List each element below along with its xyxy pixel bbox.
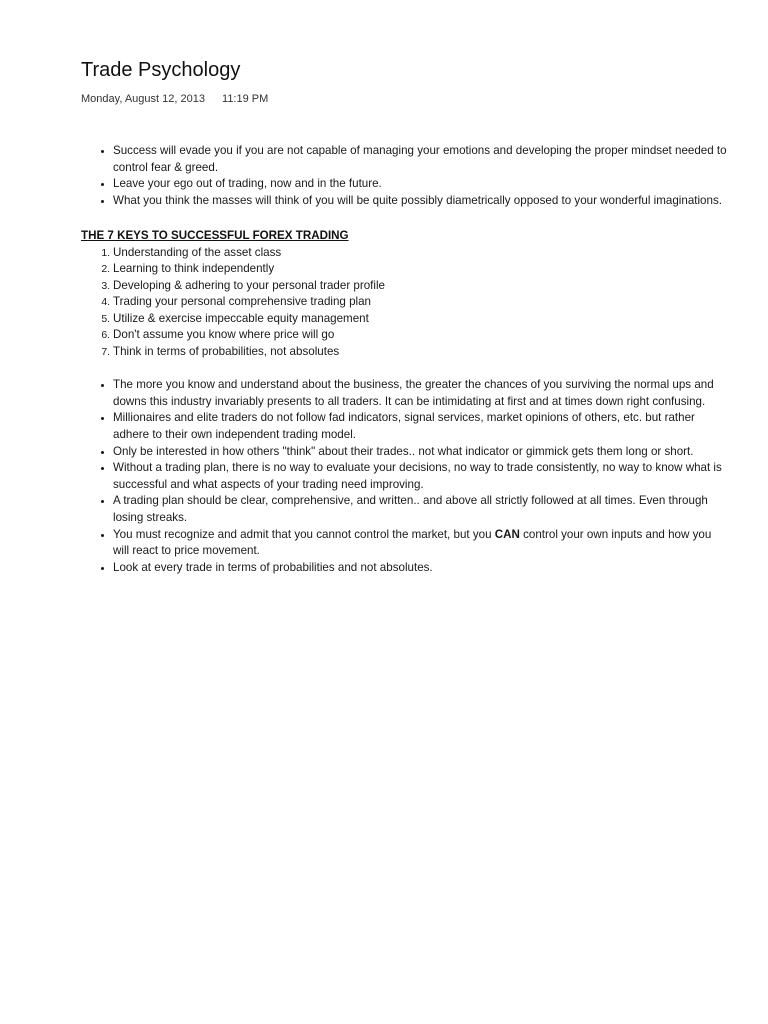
emphasis-text: CAN	[494, 527, 520, 541]
list-item: 3. Developing & adhering to your personal trader profile	[113, 278, 728, 295]
keys-numbered-list	[81, 245, 728, 361]
list-item: • What you think the masses will think of you will be quite possibly diametrically opposed to your wonderful imaginations.	[113, 193, 728, 210]
list-item: 4. Trading your personal comprehensive trading plan	[113, 294, 728, 311]
list-item: • The more you know and understand about the business, the greater the chances of you surviving the normal ups and downs this industry invariably presents to all traders. It can be intimidating at first and at times down right confusing.	[113, 377, 728, 410]
list-item: • Without a trading plan, there is no way to evaluate your decisions, no way to trade consistently, no way to know what is successful and what aspects of your trading need improving.	[113, 460, 728, 493]
section-heading: THE 7 KEYS TO SUCCESSFUL FOREX TRADING	[81, 229, 349, 243]
list-item: • Leave your ego out of trading, now and in the future.	[113, 176, 728, 193]
list-item: • Success will evade you if you are not capable of managing your emotions and developing the proper mindset needed to control fear & greed.	[113, 143, 728, 176]
list-item: 1. Understanding of the asset class	[113, 245, 728, 262]
created-date: Monday, August 12, 2013	[81, 93, 205, 105]
created-dateline	[81, 92, 728, 106]
list-item: • Only be interested in how others "think" about their trades.. not what indicator or gimmick gets them long or short.	[113, 444, 728, 461]
list-item: • Millionaires and elite traders do not follow fad indicators, signal services, market opinions of others, etc. but rather adhere to their own independent trading model.	[113, 410, 728, 443]
list-item	[113, 527, 728, 560]
list-item: 2. Learning to think independently	[113, 261, 728, 278]
list-item: 5. Utilize & exercise impeccable equity management	[113, 311, 728, 328]
list-item: • Look at every trade in terms of probabilities and not absolutes.	[113, 560, 728, 577]
list-item: • A trading plan should be clear, comprehensive, and written.. and above all strictly followed at all times. Even through losing streaks.	[113, 493, 728, 526]
intro-bullet-list	[81, 143, 728, 209]
point-text: You must recognize and admit that you cannot control the market, but you	[113, 527, 495, 541]
list-item: 6. Don't assume you know where price will go	[113, 327, 728, 344]
points-bullet-list	[81, 377, 728, 576]
created-time: 11:19 PM	[222, 93, 269, 105]
page-title: Trade Psychology	[81, 59, 241, 81]
point-text: control your own inputs and how you will react to price movement.	[113, 527, 712, 558]
list-item: 7. Think in terms of probabilities, not absolutes	[113, 344, 728, 361]
